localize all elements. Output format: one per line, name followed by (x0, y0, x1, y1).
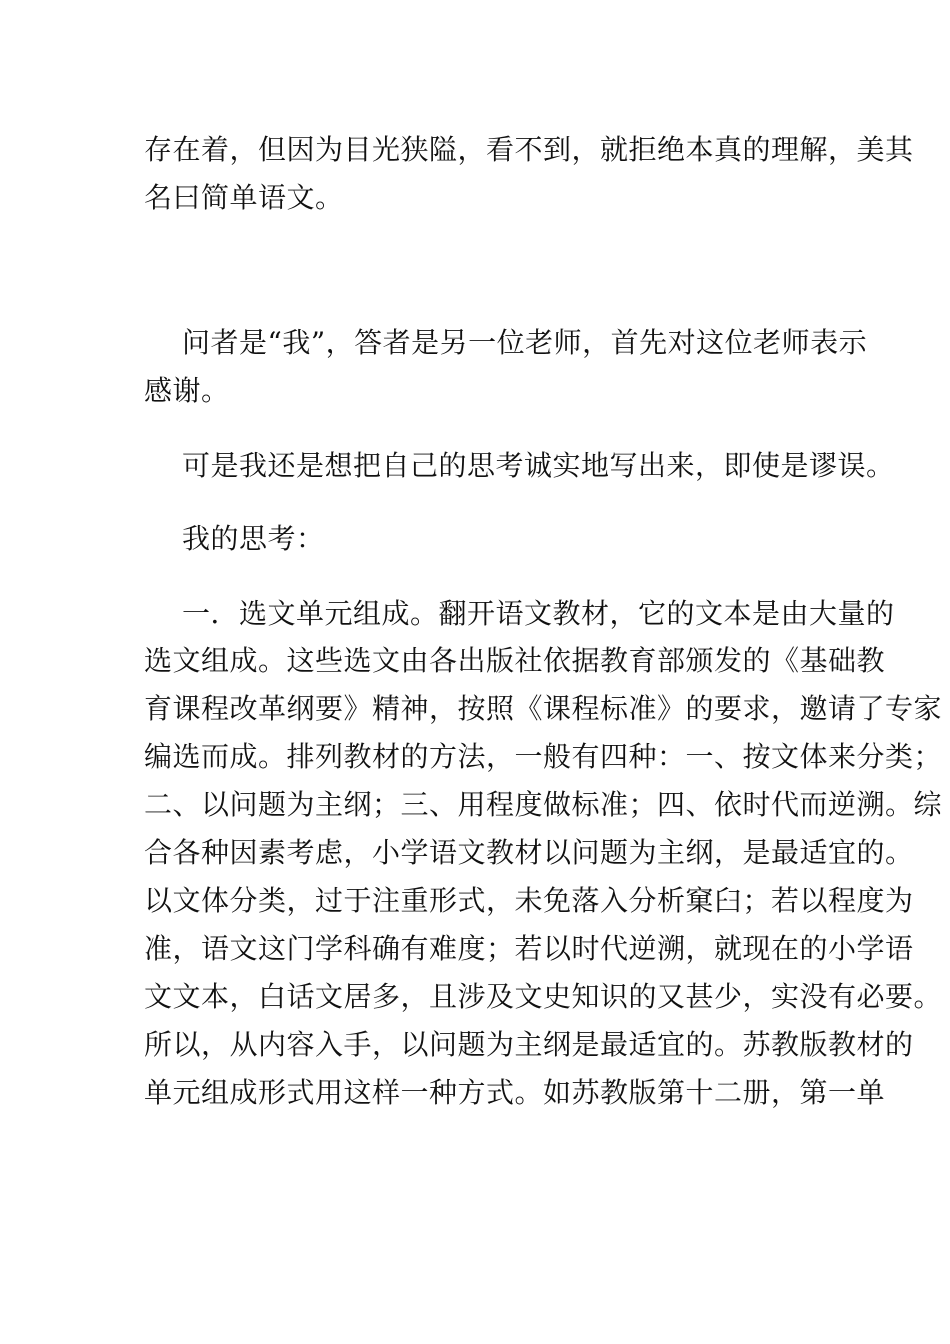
text-line: 可是我还是想把自己的思考诚实地写出来，即使是谬误。 (182, 449, 895, 482)
text-line: 二、以问题为主纲；三、用程度做标准；四、依时代而逆溯。综 (144, 788, 943, 821)
text-line: 合各种因素考虑，小学语文教材以问题为主纲，是最适宜的。 (144, 836, 914, 869)
text-line: 一．选文单元组成。翻开语文教材，它的文本是由大量的 (182, 597, 895, 630)
text-line: 存在着，但因为目光狭隘，看不到，就拒绝本真的理解，美其 (144, 133, 914, 166)
text-line: 问者是“我”，答者是另一位老师，首先对这位老师表示 (182, 326, 868, 359)
text-line: 我的思考： (182, 522, 325, 555)
text-line: 选文组成。这些选文由各出版社依据教育部颁发的《基础教 (144, 644, 886, 677)
text-line: 所以，从内容入手，以问题为主纲是最适宜的。苏教版教材的 (144, 1028, 914, 1061)
text-line: 单元组成形式用这样一种方式。如苏教版第十二册，第一单 (144, 1076, 886, 1109)
text-line: 编选而成。排列教材的方法，一般有四种：一、按文体来分类； (144, 740, 943, 773)
text-line: 准，语文这门学科确有难度；若以时代逆溯，就现在的小学语 (144, 932, 914, 965)
text-line: 育课程改革纲要》精神，按照《课程标准》的要求，邀请了专家 (144, 692, 943, 725)
text-line: 名曰简单语文。 (144, 181, 344, 214)
text-line: 感谢。 (144, 374, 230, 407)
text-line: 以文体分类，过于注重形式，未免落入分析窠臼；若以程度为 (144, 884, 914, 917)
text-line: 文文本，白话文居多，且涉及文史知识的又甚少，实没有必要。 (144, 980, 943, 1013)
